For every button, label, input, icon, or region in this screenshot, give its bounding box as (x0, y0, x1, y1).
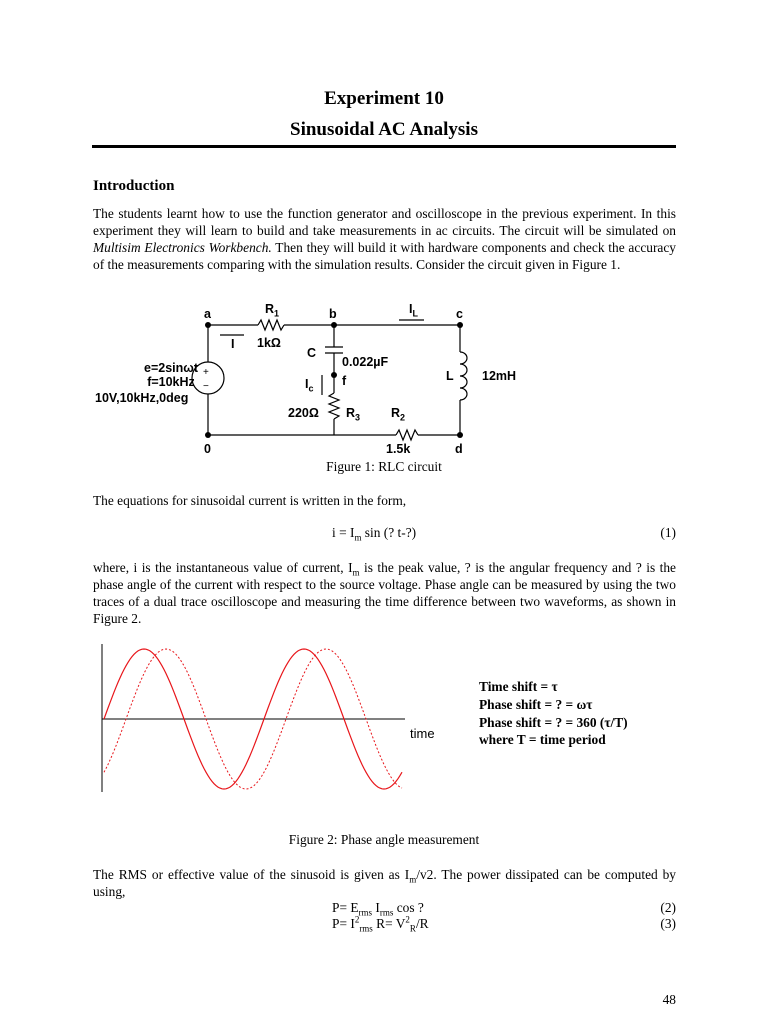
node-f-label: f (342, 374, 347, 388)
experiment-subtitle: Sinusoidal AC Analysis (290, 119, 478, 140)
equation-2-number: (2) (660, 900, 676, 915)
intro-paragraph: The students learnt how to use the function generator and oscilloscope in the previous experiment. In this experiment they will learn to build and take measurements in ac circuits. The circuit will be simulated on Multisim Electronics Workbench. Then they will build it with hardware components and check the accuracy of the measurements comparing with the simulation results. Consider the circuit given in Figure 1. (93, 206, 676, 272)
time-period-text: where T = time period (479, 732, 606, 747)
source-minus: − (203, 381, 209, 392)
title-rule (92, 145, 676, 148)
inductor-value: 12mH (482, 369, 517, 383)
equation-3: $P= I^2_{rms}$ $R= V^2_R/R$ (332, 914, 429, 934)
figure1-caption: Figure 1: RLC circuit (326, 459, 442, 474)
capacitor-label: C (307, 346, 317, 360)
rms-paragraph: The RMS or effective value of the sinusoid is given as $I_m/v2$. The power dissipated can be computed by using, (93, 867, 676, 899)
node-c-label: c (456, 307, 463, 321)
r2-label: $R_2$ (391, 406, 406, 423)
equation-1: $i = I_m$ sin (? t-?) (332, 525, 417, 543)
section-heading: Introduction (93, 178, 175, 194)
phase-waveform-plot (0, 640, 768, 800)
inductor-label: L (446, 369, 454, 383)
source-settings: 10V,10kHz,0deg (95, 391, 189, 405)
r2-value: 1.5k (386, 442, 411, 456)
r3-label: $R_3$ (346, 406, 361, 423)
r1-label: $R_1$ (265, 302, 280, 319)
node-0-label: 0 (204, 442, 211, 456)
phase-shift-text-2: Phase shift = ? = 360 (τ/T) (479, 715, 628, 730)
equation-2: $P= E_{rms}$ $I_{rms}$ cos ? (332, 900, 424, 918)
time-axis-label: time (410, 726, 435, 741)
node-d-label: d (455, 442, 463, 456)
source-frequency: f=10kHz (147, 375, 195, 389)
source-equation: e=2sinωt (144, 361, 198, 375)
capacitor-value: 0.022µF (342, 355, 389, 369)
equation-1-number: (1) (660, 525, 676, 540)
ic-label: $I_c$ (305, 377, 314, 394)
il-label: $I_L$ (409, 302, 418, 319)
where-paragraph: where, i is the instantaneous value of current, $I_m$ is the peak value, ? is the angular frequency and ? is the phase angle of the current with respect to the source voltage. Phase angle can be measured by using the two traces of a dual trace oscilloscope and measuring the time difference between two waveforms, as shown in Figure 2. (93, 560, 676, 626)
r1-value: 1kΩ (257, 336, 281, 350)
page-number: 48 (662, 992, 676, 1007)
r3-value: 220Ω (288, 406, 319, 420)
time-shift-text: Time shift = τ (479, 679, 558, 694)
phase-shift-text-1: Phase shift = ? = ωτ (479, 697, 593, 712)
source-current-label: I (231, 337, 235, 351)
equation-3-number: (3) (660, 916, 676, 931)
source-plus: + (203, 367, 209, 378)
node-a-label: a (204, 307, 211, 321)
equation-intro: The equations for sinusoidal current is written in the form, (93, 493, 407, 508)
figure2-caption: Figure 2: Phase angle measurement (288, 832, 480, 847)
node-b-label: b (329, 307, 337, 321)
experiment-title: Experiment 10 (324, 88, 444, 109)
